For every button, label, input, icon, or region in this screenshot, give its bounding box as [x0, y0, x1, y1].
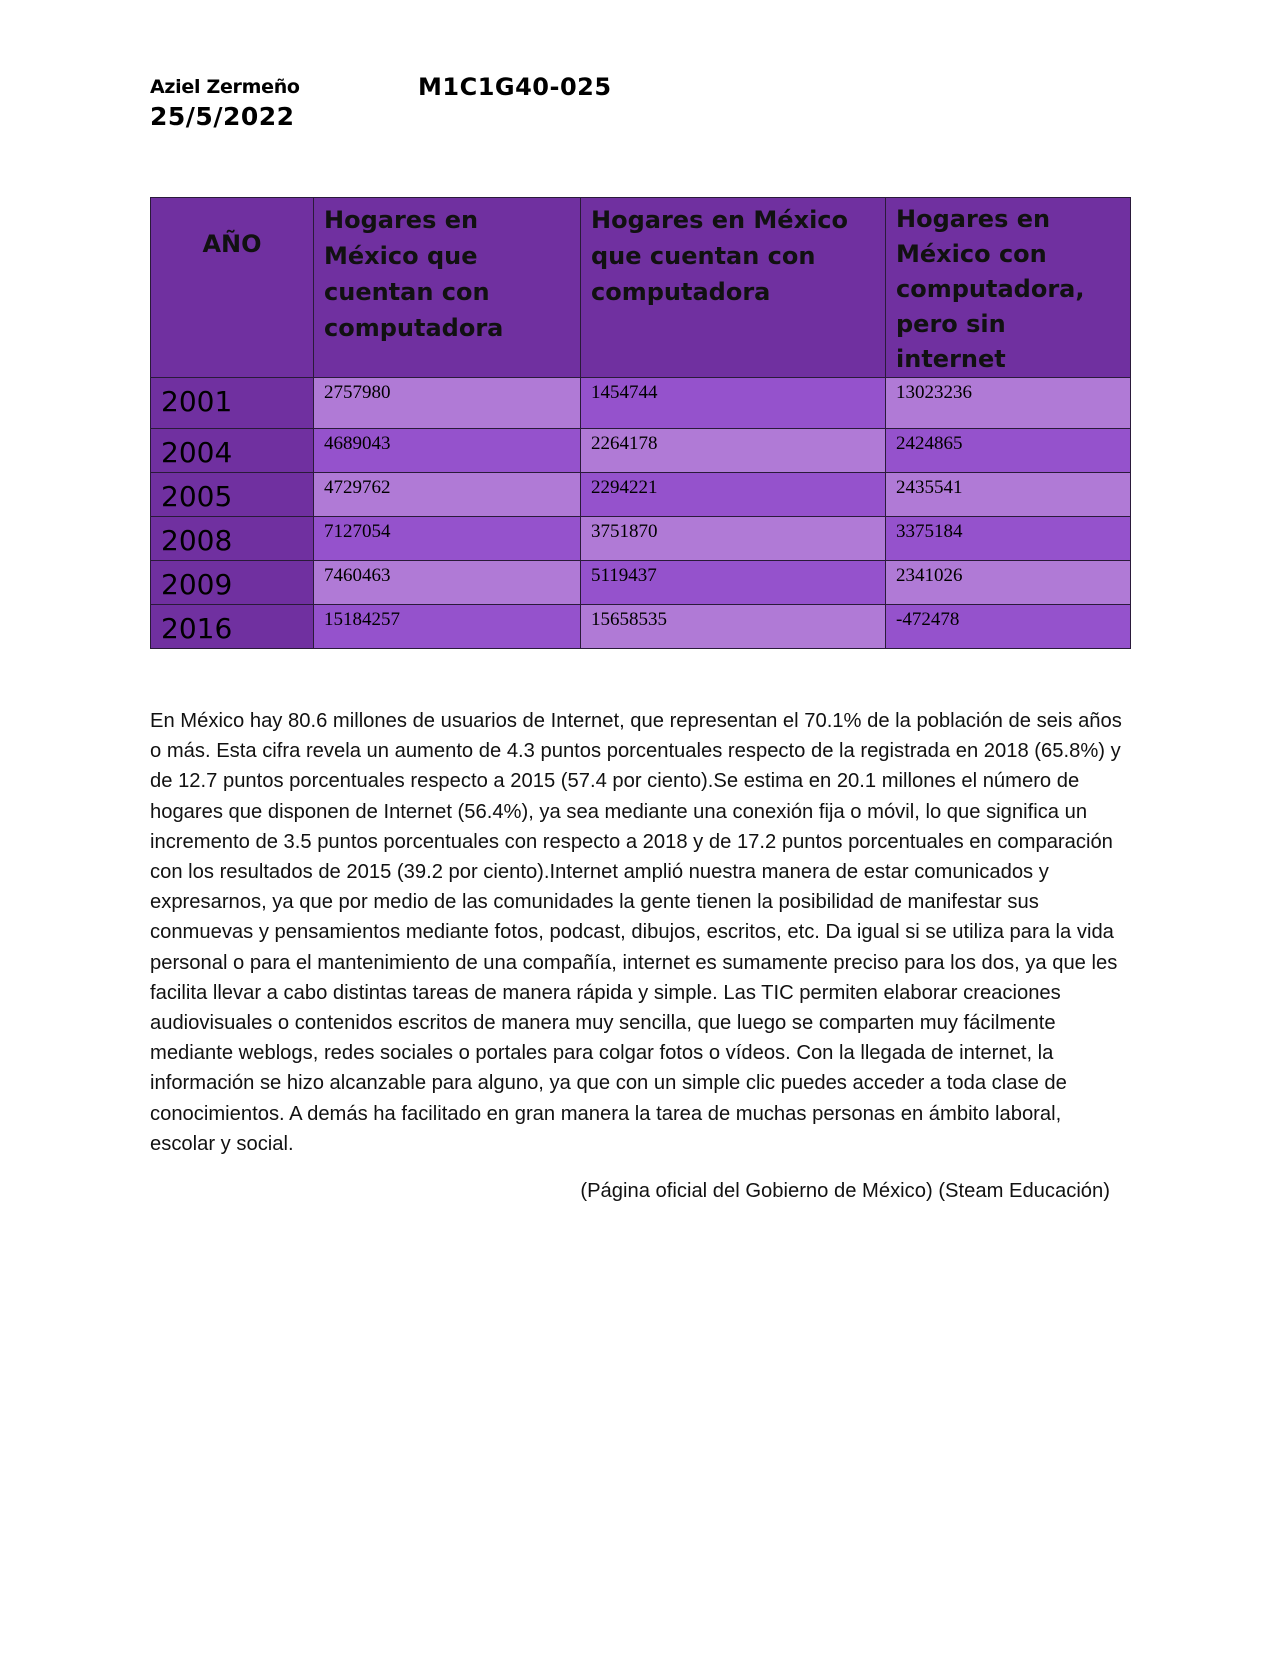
table-cell-year: 2016	[151, 605, 314, 649]
table-header-no-internet: Hogares en México con computadora, pero sin internet	[886, 198, 1131, 378]
table-header-computers: Hogares en México que cuentan con computadora	[314, 198, 581, 378]
table-cell: 4729762	[314, 473, 581, 517]
table-cell: 2424865	[886, 429, 1131, 473]
table-cell: 2341026	[886, 561, 1131, 605]
table-cell: 3375184	[886, 517, 1131, 561]
table-cell: 7127054	[314, 517, 581, 561]
table-cell: 2435541	[886, 473, 1131, 517]
table-cell: 5119437	[581, 561, 886, 605]
table-row	[151, 473, 1131, 517]
table-row	[151, 517, 1131, 561]
table-cell: 2264178	[581, 429, 886, 473]
table-cell: 13023236	[886, 378, 1131, 429]
table-row	[151, 605, 1131, 649]
table-row	[151, 429, 1131, 473]
table-cell: 15184257	[314, 605, 581, 649]
table-cell: 4689043	[314, 429, 581, 473]
table-cell: 3751870	[581, 517, 886, 561]
table-cell-year: 2009	[151, 561, 314, 605]
table-cell-year: 2008	[151, 517, 314, 561]
body-paragraph: En México hay 80.6 millones de usuarios de Internet, que representan el 70.1% de la población de seis años o más. Esta cifra revela un aumento de 4.3 puntos porcentuales respecto de la registrada en 2018 (65.8%) y de 12.7 puntos porcentuales respecto a 2015 (57.4 por ciento).Se estima en 20.1 millones el número de hogares que disponen de Internet (56.4%), ya sea mediante una conexión fija o móvil, lo que significa un incremento de 3.5 puntos porcentuales con respecto a 2018 y de 17.2 puntos porcentuales en comparación con los resultados de 2015 (39.2 por ciento).Internet amplió nuestra manera de estar comunicados y expresarnos, ya que por medio de las comunidades la gente tienen la posibilidad de manifestar sus conmuevas y pensamientos mediante fotos, podcast, dibujos, escritos, etc. Da igual si se utiliza para la vida personal o para el mantenimiento de una compañía, internet es sumamente preciso para los dos, ya que les facilita llevar a cabo distintas tareas de manera rápida y simple. Las TIC permiten elaborar creaciones audiovisuales o contenidos escritos de manera muy sencilla, que luego se comparten muy fácilmente mediante weblogs, redes sociales o portales para colgar fotos o vídeos. Con la llegada de internet, la información se hizo alcanzable para alguno, ya que con un simple clic puedes acceder a toda clase de conocimientos. A demás ha facilitado en gran manera la tarea de muchas personas en ámbito laboral, escolar y social.	[150, 710, 1122, 1155]
author-name: Aziel Zermeño	[150, 76, 300, 98]
households-table	[150, 197, 1131, 649]
table-cell: 1454744	[581, 378, 886, 429]
table-header-row	[151, 198, 1131, 378]
table-cell-year: 2001	[151, 378, 314, 429]
document-date: 25/5/2022	[150, 102, 295, 131]
table-cell-year: 2004	[151, 429, 314, 473]
table-cell: -472478	[886, 605, 1131, 649]
table-cell-year: 2005	[151, 473, 314, 517]
table-row	[151, 378, 1131, 429]
table-header-year: AÑO	[151, 198, 314, 378]
table-cell: 15658535	[581, 605, 886, 649]
table-cell: 7460463	[314, 561, 581, 605]
table-header-computers-2: Hogares en México que cuentan con computadora	[581, 198, 886, 378]
table-cell: 2757980	[314, 378, 581, 429]
table-cell: 2294221	[581, 473, 886, 517]
source-citation: (Página oficial del Gobierno de México) (Steam Educación)	[580, 1180, 1110, 1202]
table-row	[151, 561, 1131, 605]
group-code: M1C1G40-025	[418, 73, 612, 101]
